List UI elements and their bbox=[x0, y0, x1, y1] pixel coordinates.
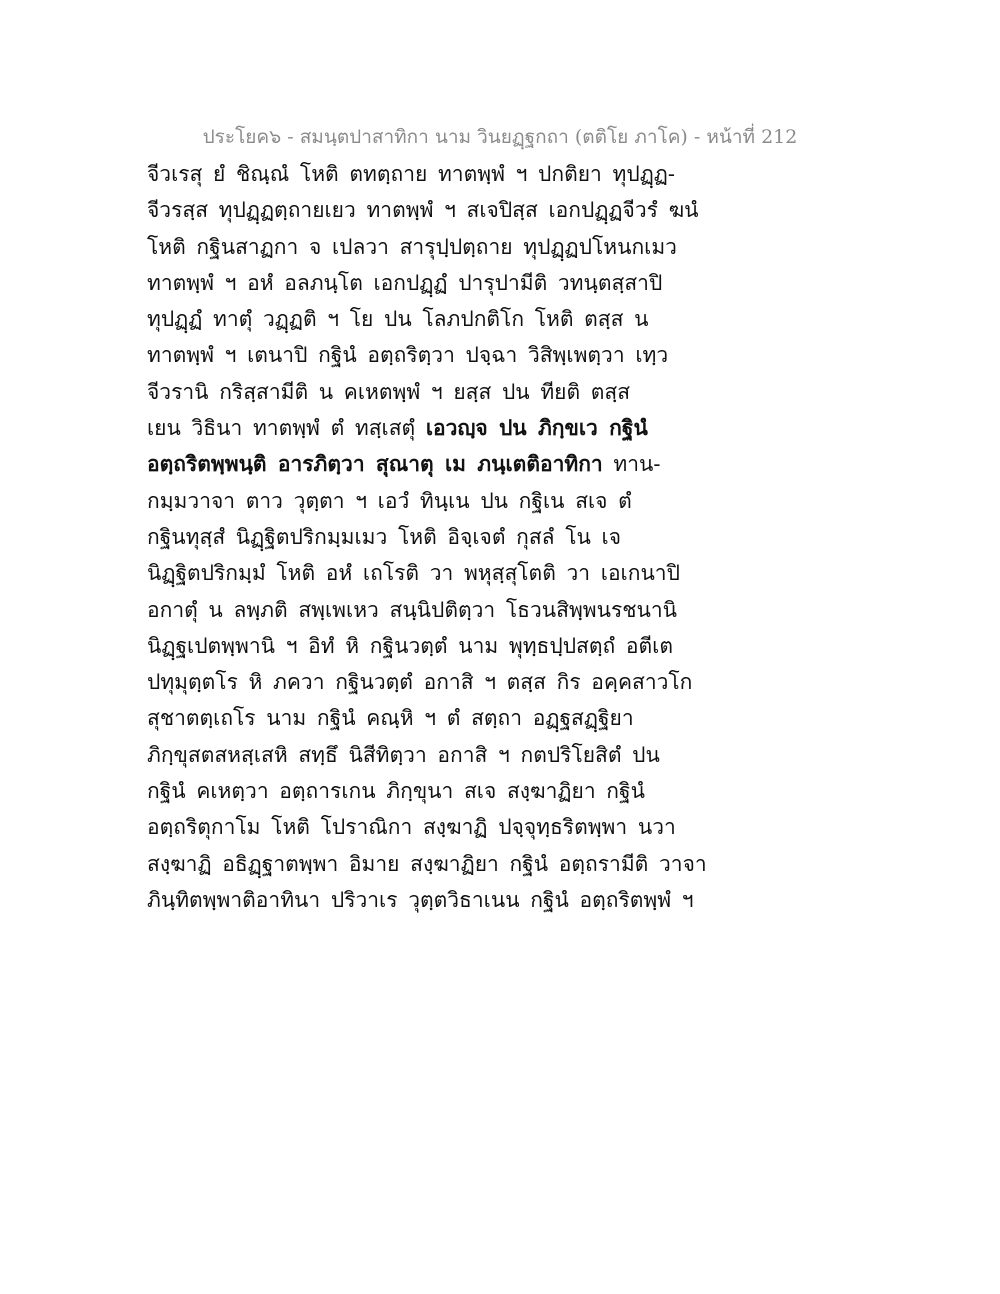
text-line: จีวเรสุ ยํ ชิณฺณํ โหติ ตทตฺถาย ทาตพฺพํ ฯ ปกติยา ทุปฏฺฏ- bbox=[147, 162, 675, 186]
text-line: ภินฺทิตพฺพาติอาทินา ปริวาเร วุตฺตวิธาเนน กฐินํ อตฺถริตพฺพํ ฯ bbox=[147, 887, 694, 912]
text-line: นิฏฺฐเปตพฺพานิ ฯ อิทํ หิ กฐินวตฺตํ นาม พุทฺธปฺปสตฺถํ อตีเต bbox=[147, 633, 673, 658]
text-line: จีวรสฺส ทุปฏฺฏตฺถายเยว ทาตพฺพํ ฯ สเจปิสฺส เอกปฏฺฏจีวรํ ฆนํ bbox=[147, 198, 699, 223]
text-line: ทุปฏฺฏํ ทาตุํ วฏฺฏติ ฯ โย ปน โลภปกติโก โหติ ตสฺส น bbox=[147, 307, 649, 332]
text-line: ภิกฺขุสตสหสฺเสหิ สทฺธึ นิสีทิตฺวา อกาสิ ฯ กตปริโยสิตํ ปน bbox=[147, 742, 660, 767]
text-line: โหติ กฐินสาฏกา จ เปลวา สารุปฺปตฺถาย ทุปฏฺฏปโหนกเมว bbox=[147, 234, 677, 259]
text-line: ทาตพฺพํ ฯ อหํ อลภนฺโต เอกปฏฺฏํ ปารุปามีติ วทนฺตสฺสาปิ bbox=[147, 270, 663, 295]
page-header: ประโยค๖ - สมนฺตปาสาทิกา นาม วินยฏฺฐกถา (ตติโย ภาโค) - หน้าที่ 212 bbox=[202, 126, 798, 148]
text-line: กมฺมวาจา ตาว วุตฺตา ฯ เอวํ ทินฺเน ปน กฐิเน สเจ ตํ bbox=[147, 488, 632, 513]
text-line: กฐินํ คเหตฺวา อตฺถารเกน ภิกฺขุนา สเจ สงฺฆาฏิยา กฐินํ bbox=[147, 779, 645, 804]
text-line: สุชาตตฺเถโร นาม กฐินํ คณฺหิ ฯ ตํ สตฺถา อฏฺฐสฏฺฐิยา bbox=[147, 706, 634, 731]
text-line: ทาตพฺพํ ฯ เตนาปิ กฐินํ อตฺถริตฺวา ปจฺฉา วิสิพฺเพตฺวา เทฺว bbox=[147, 343, 669, 368]
text-segment: เยน วิธินา ทาตพฺพํ ตํ ทสฺเสตุํ bbox=[147, 416, 416, 441]
text-segment: ทาน- bbox=[613, 452, 661, 477]
bold-phrase: เอวญฺจ ปน ภิกฺขเว กฐินํ bbox=[425, 415, 648, 441]
text-line-with-bold bbox=[147, 446, 867, 482]
text-line: สงฺฆาฏิ อธิฏฺฐาตพฺพา อิมาย สงฺฆาฏิยา กฐินํ อตฺถรามีติ วาจา bbox=[147, 851, 707, 876]
body-text bbox=[147, 156, 867, 918]
text-line: กฐินทุสฺสํ นิฏฺฐิตปริกมฺมเมว โหติ อิจฺเจตํ กุสลํ โน เจ bbox=[147, 524, 622, 549]
bold-phrase: อตฺถริตพฺพนฺติ อารภิตฺวา สุณาตุ เม ภนฺเตติอาทิกา bbox=[147, 451, 603, 477]
text-line: อกาตุํ น ลพฺภติ สพฺเพเหว สนฺนิปติตฺวา โธวนสิพฺพนรชนานิ bbox=[147, 597, 678, 622]
text-line: จีวรานิ กริสฺสามีติ น คเหตพฺพํ ฯ ยสฺส ปน ทียติ ตสฺส bbox=[147, 379, 631, 404]
text-line-with-bold bbox=[147, 410, 867, 446]
text-line: ปทุมุตฺตโร หิ ภควา กฐินวตฺตํ อกาสิ ฯ ตสฺส กิร อคฺคสาวโก bbox=[147, 670, 693, 695]
text-line: อตฺถริตุกาโม โหติ โปราณิกา สงฺฆาฏิ ปจฺจุทฺธริตพฺพา นวา bbox=[147, 815, 676, 840]
text-line: นิฏฺฐิตปริกมฺมํ โหติ อหํ เถโรติ วา พหุสฺสุโตติ วา เอเกนาปิ bbox=[147, 561, 680, 586]
